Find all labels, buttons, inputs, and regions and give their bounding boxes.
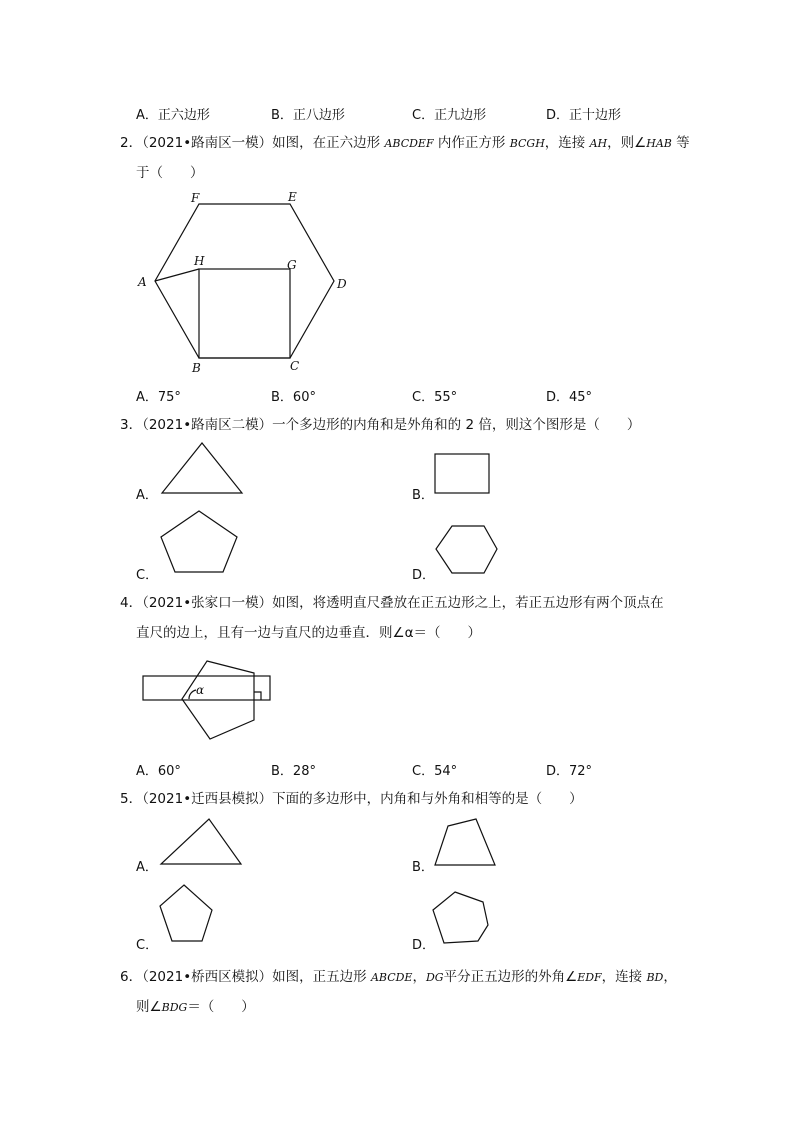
q6-pent-name: ABCDE	[370, 971, 413, 984]
q1-option-a: A．正六边形	[136, 108, 210, 123]
q6-line2-a: 则∠	[136, 999, 162, 1015]
q2-label-e: E	[288, 190, 297, 204]
q6-text-e: ，	[663, 969, 677, 985]
q4-number: 4．	[120, 595, 143, 611]
q2-label-d: D	[337, 277, 347, 291]
q4-option-d: D．72°	[546, 764, 593, 779]
q6-line2-b: ＝（ ）	[187, 999, 255, 1015]
q6-line2	[136, 996, 255, 1019]
q2-label-h: H	[194, 254, 205, 268]
q6-text-d: ，连接	[601, 969, 647, 985]
q6-bdg: BDG	[161, 1001, 188, 1014]
q2-label-g: G	[287, 258, 297, 272]
q6-dg: DG	[425, 971, 444, 984]
q5-number: 5．	[120, 791, 143, 807]
q2-square-name: BCGH	[509, 137, 545, 150]
q2-text-b: 内作正方形	[433, 135, 510, 151]
q6-stem	[120, 966, 677, 989]
q5-option-b: B．	[412, 860, 434, 875]
q6-text-c: 平分正五边形的外角∠	[443, 969, 578, 985]
q2-option-d: D．45°	[546, 390, 593, 405]
q6-text-b: ，	[412, 969, 426, 985]
q4-line2: 直尺的边上，且有一边与直尺的边垂直．则∠α＝（ ）	[136, 625, 482, 641]
q2-text-d: ，则∠	[607, 135, 647, 151]
q2-label-b: B	[192, 361, 201, 375]
q4-option-b: B．28°	[271, 764, 316, 779]
q2-number: 2．	[120, 135, 143, 151]
q2-text-a: 如图，在正六边形	[272, 135, 385, 151]
q2-option-c: C．55°	[412, 390, 458, 405]
q4-text: 如图，将透明直尺叠放在正五边形之上，若正五边形有两个顶点在	[272, 595, 664, 611]
q6-source: （2021•桥西区模拟）	[142, 969, 273, 985]
q5-pentagon	[160, 885, 212, 941]
q2-text-c: ，连接	[544, 135, 590, 151]
q5-option-a: A．	[136, 860, 158, 875]
q5-quadrilateral	[435, 819, 495, 865]
q3-source: （2021•路南区二模）	[142, 417, 273, 433]
q6-number: 6．	[120, 969, 143, 985]
q1-option-d: D．正十边形	[546, 108, 622, 123]
q3-option-d: D．	[412, 568, 436, 583]
q5-triangle	[161, 819, 241, 864]
q2-angle: HAB	[646, 137, 672, 150]
q5-hexagon	[433, 892, 488, 943]
q2-label-a: A	[138, 275, 147, 289]
q3-option-a: A．	[136, 488, 158, 503]
q4-source: （2021•张家口一模）	[142, 595, 273, 611]
q5-source: （2021•迁西县模拟）	[142, 791, 273, 807]
q2-option-a: A．75°	[136, 390, 181, 405]
q3-number: 3．	[120, 417, 143, 433]
q1-option-b: B．正八边形	[271, 108, 345, 123]
q3-option-c: C．	[136, 568, 159, 583]
q5-text: 下面的多边形中，内角和与外角和相等的是（ ）	[272, 791, 583, 807]
q6-edf: EDF	[577, 971, 602, 984]
q5-option-c: C．	[136, 938, 159, 953]
q5-option-d: D．	[412, 938, 436, 953]
q4-option-c: C．54°	[412, 764, 458, 779]
q2-hex-name: ABCDEF	[384, 137, 434, 150]
q2-source: （2021•路南区一模）	[142, 135, 273, 151]
q4-option-a: A．60°	[136, 764, 181, 779]
q2-label-f: F	[191, 191, 200, 205]
q3-text: 一个多边形的内角和是外角和的 2 倍，则这个图形是（ ）	[272, 417, 641, 433]
q6-bd: BD	[646, 971, 664, 984]
q4-alpha-label: α	[196, 683, 205, 697]
q1-option-c: C．正九边形	[412, 108, 487, 123]
q6-text-a: 如图，正五边形	[272, 969, 371, 985]
q2-line2: 于（ ）	[136, 165, 204, 181]
q2-text-e: 等	[671, 135, 690, 151]
q2-segment: AH	[589, 137, 608, 150]
q3-option-b: B．	[412, 488, 434, 503]
q2-option-b: B．60°	[271, 390, 316, 405]
q2-label-c: C	[290, 359, 300, 373]
